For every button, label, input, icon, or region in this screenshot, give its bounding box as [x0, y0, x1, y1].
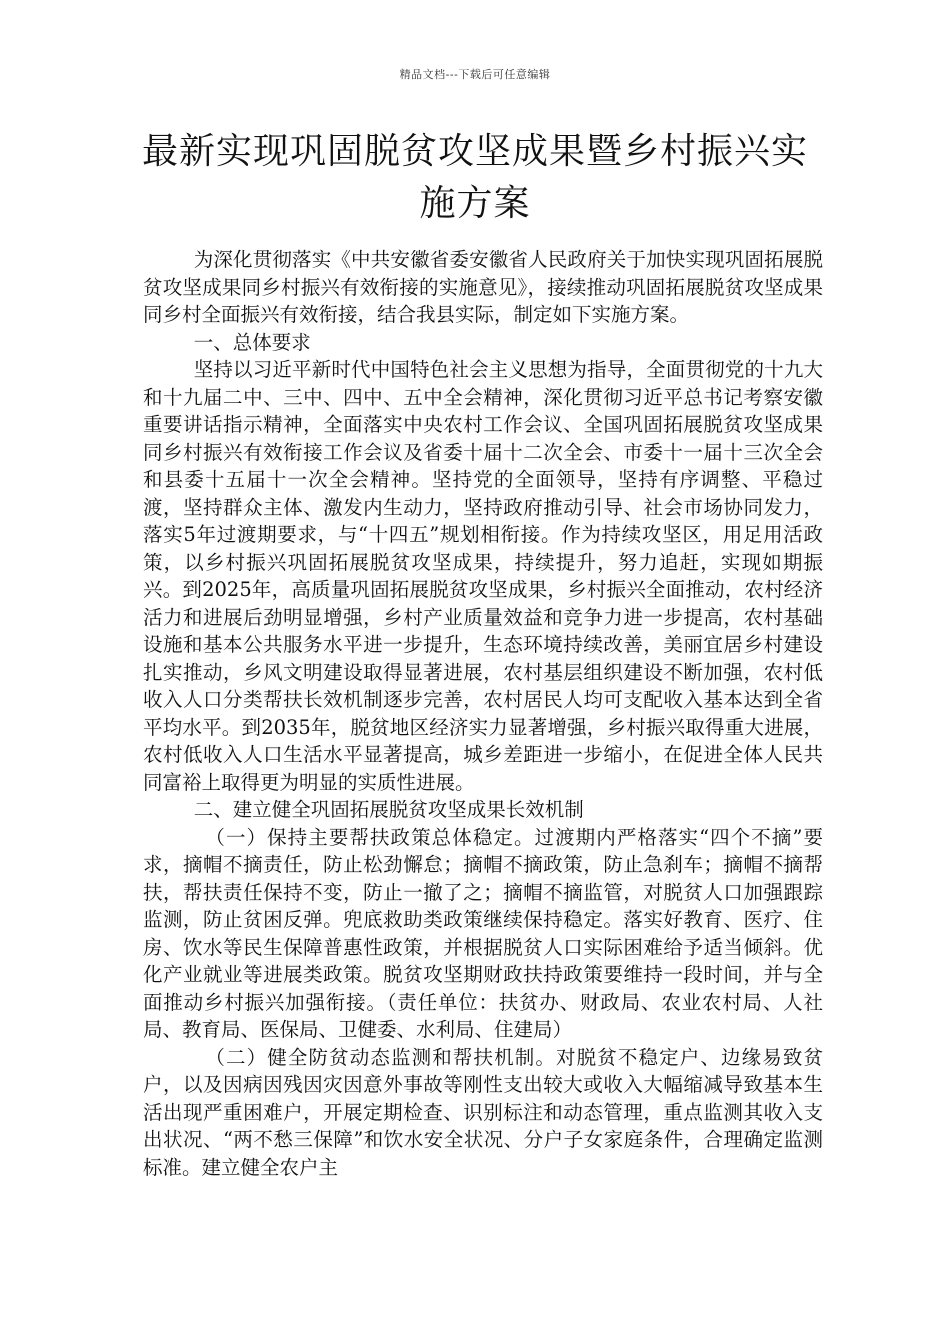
title-line-1: 最新实现巩固脱贫攻坚成果暨乡村振兴实 — [141, 131, 808, 172]
document-title — [120, 126, 830, 230]
title-line-2: 施方案 — [419, 183, 531, 224]
page-header: 精品文档---下载后可任意编辑 — [399, 68, 551, 81]
document-body — [143, 246, 823, 1181]
body-paragraph: 坚持以习近平新时代中国特色社会主义思想为指导，全面贯彻党的十九大和十九届二中、三中、四中、五中全会精神，深化贯彻习近平总书记考察安徽重要讲话指示精神，全面落实中央农村工作会议、全国巩固拓展脱贫攻坚成果同乡村振兴有效衔接工作会议及省委十届十二次全会、市委十一届十三次全会和县委十五届十一次全会精神。坚持党的全面领导，坚持有序调整、平稳过渡，坚持群众主体、激发内生动力，坚持政府推动引导、社会市场协同发力，落实5年过渡期要求，与“十四五”规划相衔接。作为持续攻坚区，用足用活政策，以乡村振兴巩固拓展脱贫攻坚成果，持续提升，努力追赶，实现如期振兴。到2025年，高质量巩固拓展脱贫攻坚成果，乡村振兴全面推动，农村经济活力和进展后劲明显增强，乡村产业质量效益和竞争力进一步提高，农村基础设施和基本公共服务水平进一步提升，生态环境持续改善，美丽宜居乡村建设扎实推动，乡风文明建设取得显著进展，农村基层组织建设不断加强，农村低收入人口分类帮扶长效机制逐步完善，农村居民人均可支配收入基本达到全省平均水平。到2035年，脱贫地区经济实力显著增强，乡村振兴取得重大进展，农村低收入人口生活水平显著提高，城乡差距进一步缩小，在促进全体人民共同富裕上取得更为明显的实质性进展。 — [143, 358, 823, 794]
intro-paragraph: 为深化贯彻落实《中共安徽省委安徽省人民政府关于加快实现巩固拓展脱贫攻坚成果同乡村振兴有效衔接的实施意见》，接续推动巩固拓展脱贫攻坚成果同乡村全面振兴有效衔接，结合我县实际，制定如下实施方案。 — [143, 248, 823, 326]
section-heading-1: 一、总体要求 — [193, 330, 311, 354]
subsection-paragraph: （二）健全防贫动态监测和帮扶机制。对脱贫不稳定户、边缘易致贫户，以及因病因残因灾因意外事故等刚性支出较大或收入大幅缩减导致基本生活出现严重困难户，开展定期检查、识别标注和动态管理，重点监测其收入支出状况、“两不愁三保障”和饮水安全状况、分户子女家庭条件，合理确定监测标准。建立健全农户主 — [143, 1045, 823, 1179]
subsection-paragraph: （一）保持主要帮扶政策总体稳定。过渡期内严格落实“四个不摘”要求，摘帽不摘责任，防止松劲懈怠；摘帽不摘政策，防止急刹车；摘帽不摘帮扶，帮扶责任保持不变，防止一撤了之；摘帽不摘监管，对脱贫人口加强跟踪监测，防止贫困反弹。兜底救助类政策继续保持稳定。落实好教育、医疗、住房、饮水等民生保障普惠性政策，并根据脱贫人口实际困难给予适当倾斜。优化产业就业等进展类政策。脱贫攻坚期财政扶持政策要维持一段时间，并与全面推动乡村振兴加强衔接。（责任单位：扶贫办、财政局、农业农村局、人社局、教育局、医保局、卫健委、水利局、住建局） — [143, 825, 823, 1041]
section-heading-2: 二、建立健全巩固拓展脱贫攻坚成果长效机制 — [193, 798, 584, 821]
